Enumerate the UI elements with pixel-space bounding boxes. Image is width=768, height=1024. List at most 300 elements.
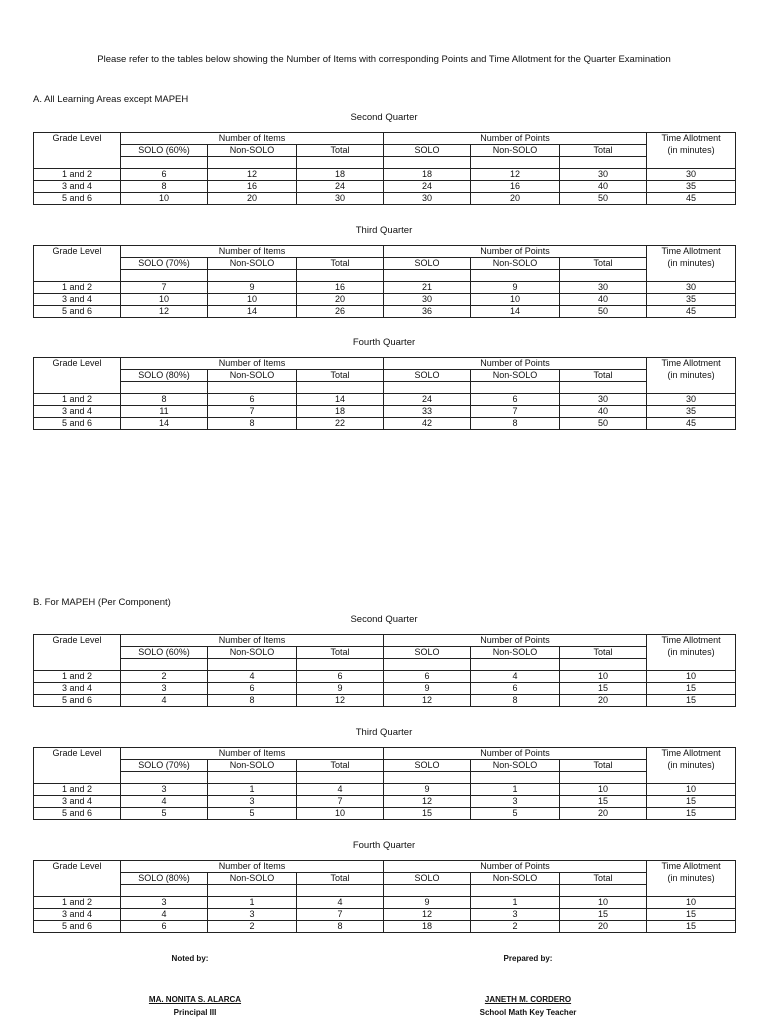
table-cell: 6 bbox=[121, 921, 208, 933]
blank-cell bbox=[560, 270, 647, 282]
table-cell: 10 bbox=[647, 784, 736, 796]
quarter-table bbox=[33, 357, 736, 430]
blank-cell bbox=[560, 382, 647, 394]
table-cell: 2 bbox=[121, 671, 208, 683]
table-blank-row bbox=[34, 772, 736, 784]
number-of-items-header: Number of Items bbox=[121, 861, 384, 873]
table-cell: 30 bbox=[384, 193, 471, 205]
table-cell: 3 bbox=[121, 683, 208, 695]
table-cell: 33 bbox=[384, 406, 471, 418]
blank-cell bbox=[384, 382, 471, 394]
table-cell: 20 bbox=[560, 695, 647, 707]
blank-cell bbox=[208, 382, 297, 394]
blank-cell bbox=[297, 885, 384, 897]
number-of-points-header: Number of Points bbox=[384, 133, 647, 145]
table-row bbox=[34, 181, 736, 193]
blank-cell bbox=[121, 270, 208, 282]
table-header-row bbox=[34, 246, 736, 258]
table-cell: 8 bbox=[297, 921, 384, 933]
table-cell: 3 bbox=[121, 784, 208, 796]
table-cell: 35 bbox=[647, 406, 736, 418]
table-cell: 10 bbox=[121, 193, 208, 205]
table-cell: 3 bbox=[208, 909, 297, 921]
total-items-header: Total bbox=[297, 258, 384, 270]
quarter-table bbox=[33, 747, 736, 820]
prepared-by-label: Prepared by: bbox=[503, 954, 553, 963]
prepared-by-title: School Math Key Teacher bbox=[479, 1008, 577, 1017]
table-cell: 18 bbox=[384, 921, 471, 933]
blank-cell bbox=[297, 157, 384, 169]
table-cell: 16 bbox=[297, 282, 384, 294]
table-cell: 3 bbox=[121, 897, 208, 909]
non-solo-header: Non-SOLO bbox=[208, 370, 297, 382]
table-cell: 15 bbox=[647, 683, 736, 695]
quarter-title: Second Quarter bbox=[350, 112, 418, 123]
table-blank-row bbox=[34, 157, 736, 169]
table-cell: 15 bbox=[647, 695, 736, 707]
table-cell: 15 bbox=[384, 808, 471, 820]
table-cell: 5 and 6 bbox=[34, 193, 121, 205]
number-of-points-header: Number of Points bbox=[384, 748, 647, 760]
table-blank-row bbox=[34, 382, 736, 394]
blank-cell bbox=[471, 382, 560, 394]
table-cell: 30 bbox=[647, 282, 736, 294]
blank-cell bbox=[121, 772, 208, 784]
table-cell: 20 bbox=[560, 921, 647, 933]
total-points-header: Total bbox=[560, 760, 647, 772]
time-allotment-header: Time Allotment bbox=[647, 748, 736, 760]
table-cell: 5 and 6 bbox=[34, 808, 121, 820]
table-cell: 30 bbox=[560, 169, 647, 181]
blank-cell bbox=[384, 659, 471, 671]
table-cell: 12 bbox=[384, 796, 471, 808]
blank-cell bbox=[34, 382, 121, 394]
table-header-row bbox=[34, 861, 736, 873]
table-cell: 11 bbox=[121, 406, 208, 418]
table-cell: 12 bbox=[384, 909, 471, 921]
blank-cell bbox=[208, 885, 297, 897]
table-cell: 6 bbox=[471, 394, 560, 406]
blank-cell bbox=[471, 659, 560, 671]
quarter-table bbox=[33, 634, 736, 707]
table-cell: 16 bbox=[471, 181, 560, 193]
in-minutes-header: (in minutes) bbox=[647, 647, 736, 659]
total-points-header: Total bbox=[560, 258, 647, 270]
table-cell: 1 and 2 bbox=[34, 169, 121, 181]
table-row bbox=[34, 796, 736, 808]
blank-cell bbox=[384, 157, 471, 169]
number-of-items-header: Number of Items bbox=[121, 246, 384, 258]
table-cell: 16 bbox=[208, 181, 297, 193]
in-minutes-header: (in minutes) bbox=[647, 873, 736, 885]
table-cell: 14 bbox=[297, 394, 384, 406]
blank-cell bbox=[471, 270, 560, 282]
total-points-header: Total bbox=[560, 647, 647, 659]
table-row bbox=[34, 683, 736, 695]
table-cell: 10 bbox=[647, 897, 736, 909]
table-row bbox=[34, 909, 736, 921]
time-allotment-header: Time Allotment bbox=[647, 246, 736, 258]
table-cell: 15 bbox=[560, 796, 647, 808]
noted-by-title: Principal III bbox=[173, 1008, 217, 1017]
table-cell: 6 bbox=[208, 394, 297, 406]
grade-level-header: Grade Level bbox=[34, 748, 121, 760]
blank-cell bbox=[384, 885, 471, 897]
quarter-table bbox=[33, 245, 736, 318]
table-cell: 12 bbox=[471, 169, 560, 181]
table-cell: 7 bbox=[121, 282, 208, 294]
table-cell: 5 and 6 bbox=[34, 921, 121, 933]
table-cell: 50 bbox=[560, 193, 647, 205]
table-cell: 1 bbox=[471, 897, 560, 909]
table-cell: 3 bbox=[208, 796, 297, 808]
grade-level-header-cont bbox=[34, 258, 121, 270]
table-subheader-row bbox=[34, 258, 736, 270]
table-cell: 50 bbox=[560, 418, 647, 430]
table-cell: 1 bbox=[208, 897, 297, 909]
noted-by-label: Noted by: bbox=[171, 954, 209, 963]
table-cell: 21 bbox=[384, 282, 471, 294]
table-cell: 5 and 6 bbox=[34, 418, 121, 430]
blank-cell bbox=[560, 157, 647, 169]
table-header-row bbox=[34, 635, 736, 647]
table-cell: 35 bbox=[647, 181, 736, 193]
table-cell: 5 bbox=[121, 808, 208, 820]
table-cell: 8 bbox=[208, 418, 297, 430]
table-cell: 20 bbox=[471, 193, 560, 205]
solo-percent-header: SOLO (80%) bbox=[121, 873, 208, 885]
table-cell: 15 bbox=[647, 796, 736, 808]
blank-cell bbox=[647, 382, 736, 394]
time-allotment-header: Time Allotment bbox=[647, 861, 736, 873]
table-cell: 6 bbox=[121, 169, 208, 181]
table-cell: 12 bbox=[121, 306, 208, 318]
table-cell: 3 and 4 bbox=[34, 909, 121, 921]
table-cell: 1 and 2 bbox=[34, 671, 121, 683]
blank-cell bbox=[471, 157, 560, 169]
non-solo-points-header: Non-SOLO bbox=[471, 370, 560, 382]
grade-level-header-cont bbox=[34, 647, 121, 659]
table-cell: 9 bbox=[471, 282, 560, 294]
section-b-label: B. For MAPEH (Per Component) bbox=[33, 597, 171, 608]
table-row bbox=[34, 671, 736, 683]
table-cell: 20 bbox=[297, 294, 384, 306]
noted-by-name: MA. NONITA S. ALARCA bbox=[148, 995, 242, 1004]
table-cell: 50 bbox=[560, 306, 647, 318]
table-cell: 4 bbox=[297, 897, 384, 909]
table-cell: 6 bbox=[297, 671, 384, 683]
table-cell: 7 bbox=[297, 909, 384, 921]
in-minutes-header: (in minutes) bbox=[647, 258, 736, 270]
quarter-title: Fourth Quarter bbox=[352, 840, 416, 851]
table-header-row bbox=[34, 133, 736, 145]
blank-cell bbox=[647, 885, 736, 897]
table-cell: 22 bbox=[297, 418, 384, 430]
table-cell: 1 bbox=[471, 784, 560, 796]
non-solo-header: Non-SOLO bbox=[208, 145, 297, 157]
table-cell: 20 bbox=[208, 193, 297, 205]
table-cell: 9 bbox=[208, 282, 297, 294]
table-subheader-row bbox=[34, 370, 736, 382]
quarter-title: Third Quarter bbox=[355, 727, 413, 738]
blank-cell bbox=[560, 659, 647, 671]
number-of-items-header: Number of Items bbox=[121, 748, 384, 760]
table-cell: 10 bbox=[471, 294, 560, 306]
table-cell: 7 bbox=[297, 796, 384, 808]
table-cell: 6 bbox=[471, 683, 560, 695]
table-cell: 10 bbox=[560, 897, 647, 909]
table-cell: 3 and 4 bbox=[34, 796, 121, 808]
intro-text: Please refer to the tables below showing the Number of Items with corresponding Points and Time Allotment for the Quarter Examination bbox=[97, 54, 671, 65]
table-row bbox=[34, 921, 736, 933]
grade-level-header-cont bbox=[34, 873, 121, 885]
table-header-row bbox=[34, 358, 736, 370]
blank-cell bbox=[121, 885, 208, 897]
table-cell: 45 bbox=[647, 418, 736, 430]
blank-cell bbox=[471, 885, 560, 897]
table-cell: 14 bbox=[121, 418, 208, 430]
time-allotment-header: Time Allotment bbox=[647, 635, 736, 647]
blank-cell bbox=[208, 157, 297, 169]
number-of-items-header: Number of Items bbox=[121, 358, 384, 370]
blank-cell bbox=[34, 772, 121, 784]
table-cell: 4 bbox=[121, 796, 208, 808]
section-a-label: A. All Learning Areas except MAPEH bbox=[33, 94, 189, 105]
quarter-title: Second Quarter bbox=[350, 614, 418, 625]
grade-level-header-cont bbox=[34, 760, 121, 772]
table-cell: 5 and 6 bbox=[34, 695, 121, 707]
blank-cell bbox=[34, 157, 121, 169]
time-allotment-header: Time Allotment bbox=[647, 133, 736, 145]
total-items-header: Total bbox=[297, 647, 384, 659]
blank-cell bbox=[384, 772, 471, 784]
table-cell: 15 bbox=[647, 909, 736, 921]
table-cell: 9 bbox=[384, 784, 471, 796]
table-cell: 1 and 2 bbox=[34, 897, 121, 909]
blank-cell bbox=[297, 382, 384, 394]
table-cell: 36 bbox=[384, 306, 471, 318]
total-items-header: Total bbox=[297, 760, 384, 772]
table-cell: 8 bbox=[471, 695, 560, 707]
solo-points-header: SOLO bbox=[384, 760, 471, 772]
blank-cell bbox=[647, 659, 736, 671]
table-cell: 14 bbox=[208, 306, 297, 318]
non-solo-points-header: Non-SOLO bbox=[471, 760, 560, 772]
table-subheader-row bbox=[34, 760, 736, 772]
table-row bbox=[34, 808, 736, 820]
table-row bbox=[34, 897, 736, 909]
table-cell: 45 bbox=[647, 306, 736, 318]
table-cell: 18 bbox=[384, 169, 471, 181]
solo-percent-header: SOLO (70%) bbox=[121, 760, 208, 772]
table-cell: 8 bbox=[208, 695, 297, 707]
quarter-title: Fourth Quarter bbox=[352, 337, 416, 348]
quarter-table bbox=[33, 860, 736, 933]
table-row bbox=[34, 695, 736, 707]
table-cell: 30 bbox=[297, 193, 384, 205]
table-cell: 9 bbox=[384, 683, 471, 695]
table-cell: 1 and 2 bbox=[34, 394, 121, 406]
number-of-items-header: Number of Items bbox=[121, 133, 384, 145]
table-cell: 8 bbox=[121, 394, 208, 406]
total-points-header: Total bbox=[560, 873, 647, 885]
table-cell: 30 bbox=[560, 394, 647, 406]
table-cell: 35 bbox=[647, 294, 736, 306]
table-subheader-row bbox=[34, 647, 736, 659]
table-cell: 3 bbox=[471, 796, 560, 808]
non-solo-header: Non-SOLO bbox=[208, 760, 297, 772]
table-cell: 15 bbox=[560, 683, 647, 695]
number-of-points-header: Number of Points bbox=[384, 358, 647, 370]
non-solo-points-header: Non-SOLO bbox=[471, 647, 560, 659]
blank-cell bbox=[647, 772, 736, 784]
table-cell: 3 and 4 bbox=[34, 406, 121, 418]
table-subheader-row bbox=[34, 873, 736, 885]
number-of-points-header: Number of Points bbox=[384, 246, 647, 258]
table-cell: 10 bbox=[208, 294, 297, 306]
table-cell: 1 and 2 bbox=[34, 784, 121, 796]
grade-level-header: Grade Level bbox=[34, 358, 121, 370]
table-row bbox=[34, 306, 736, 318]
table-cell: 5 and 6 bbox=[34, 306, 121, 318]
table-cell: 12 bbox=[384, 695, 471, 707]
table-cell: 15 bbox=[647, 808, 736, 820]
non-solo-header: Non-SOLO bbox=[208, 258, 297, 270]
blank-cell bbox=[121, 382, 208, 394]
table-cell: 18 bbox=[297, 406, 384, 418]
number-of-items-header: Number of Items bbox=[121, 635, 384, 647]
non-solo-points-header: Non-SOLO bbox=[471, 145, 560, 157]
table-cell: 40 bbox=[560, 406, 647, 418]
blank-cell bbox=[560, 772, 647, 784]
table-cell: 42 bbox=[384, 418, 471, 430]
blank-cell bbox=[34, 885, 121, 897]
table-cell: 5 bbox=[471, 808, 560, 820]
solo-points-header: SOLO bbox=[384, 145, 471, 157]
blank-cell bbox=[647, 157, 736, 169]
table-cell: 10 bbox=[297, 808, 384, 820]
table-cell: 10 bbox=[560, 784, 647, 796]
table-cell: 9 bbox=[384, 897, 471, 909]
table-cell: 8 bbox=[471, 418, 560, 430]
table-cell: 4 bbox=[121, 909, 208, 921]
table-cell: 24 bbox=[297, 181, 384, 193]
table-cell: 30 bbox=[560, 282, 647, 294]
table-cell: 4 bbox=[297, 784, 384, 796]
solo-percent-header: SOLO (70%) bbox=[121, 258, 208, 270]
table-row bbox=[34, 193, 736, 205]
non-solo-points-header: Non-SOLO bbox=[471, 258, 560, 270]
number-of-points-header: Number of Points bbox=[384, 635, 647, 647]
table-cell: 12 bbox=[208, 169, 297, 181]
solo-percent-header: SOLO (60%) bbox=[121, 145, 208, 157]
table-row bbox=[34, 406, 736, 418]
table-cell: 6 bbox=[208, 683, 297, 695]
blank-cell bbox=[297, 772, 384, 784]
table-cell: 7 bbox=[208, 406, 297, 418]
blank-cell bbox=[34, 270, 121, 282]
table-cell: 4 bbox=[471, 671, 560, 683]
table-cell: 14 bbox=[471, 306, 560, 318]
in-minutes-header: (in minutes) bbox=[647, 145, 736, 157]
table-row bbox=[34, 294, 736, 306]
in-minutes-header: (in minutes) bbox=[647, 760, 736, 772]
time-allotment-header: Time Allotment bbox=[647, 358, 736, 370]
table-cell: 2 bbox=[471, 921, 560, 933]
blank-cell bbox=[121, 659, 208, 671]
in-minutes-header: (in minutes) bbox=[647, 370, 736, 382]
blank-cell bbox=[121, 157, 208, 169]
table-cell: 3 and 4 bbox=[34, 683, 121, 695]
grade-level-header: Grade Level bbox=[34, 133, 121, 145]
table-cell: 2 bbox=[208, 921, 297, 933]
total-items-header: Total bbox=[297, 873, 384, 885]
total-points-header: Total bbox=[560, 145, 647, 157]
blank-cell bbox=[208, 659, 297, 671]
non-solo-header: Non-SOLO bbox=[208, 873, 297, 885]
total-items-header: Total bbox=[297, 145, 384, 157]
prepared-by-name: JANETH M. CORDERO bbox=[484, 995, 572, 1004]
grade-level-header-cont bbox=[34, 370, 121, 382]
table-cell: 7 bbox=[471, 406, 560, 418]
quarter-title: Third Quarter bbox=[355, 225, 413, 236]
solo-points-header: SOLO bbox=[384, 873, 471, 885]
table-cell: 4 bbox=[208, 671, 297, 683]
table-cell: 9 bbox=[297, 683, 384, 695]
blank-cell bbox=[384, 270, 471, 282]
table-cell: 18 bbox=[297, 169, 384, 181]
non-solo-header: Non-SOLO bbox=[208, 647, 297, 659]
table-cell: 15 bbox=[560, 909, 647, 921]
table-cell: 40 bbox=[560, 294, 647, 306]
table-subheader-row bbox=[34, 145, 736, 157]
table-cell: 30 bbox=[647, 394, 736, 406]
table-cell: 30 bbox=[647, 169, 736, 181]
grade-level-header: Grade Level bbox=[34, 246, 121, 258]
blank-cell bbox=[560, 885, 647, 897]
solo-points-header: SOLO bbox=[384, 258, 471, 270]
table-cell: 24 bbox=[384, 181, 471, 193]
table-cell: 40 bbox=[560, 181, 647, 193]
number-of-points-header: Number of Points bbox=[384, 861, 647, 873]
table-cell: 3 and 4 bbox=[34, 294, 121, 306]
table-cell: 3 bbox=[471, 909, 560, 921]
grade-level-header: Grade Level bbox=[34, 861, 121, 873]
table-cell: 24 bbox=[384, 394, 471, 406]
table-cell: 20 bbox=[560, 808, 647, 820]
table-row bbox=[34, 784, 736, 796]
table-cell: 10 bbox=[647, 671, 736, 683]
table-row bbox=[34, 394, 736, 406]
table-cell: 1 bbox=[208, 784, 297, 796]
table-cell: 10 bbox=[121, 294, 208, 306]
solo-points-header: SOLO bbox=[384, 370, 471, 382]
table-header-row bbox=[34, 748, 736, 760]
solo-percent-header: SOLO (60%) bbox=[121, 647, 208, 659]
blank-cell bbox=[34, 659, 121, 671]
blank-cell bbox=[471, 772, 560, 784]
table-cell: 1 and 2 bbox=[34, 282, 121, 294]
table-cell: 12 bbox=[297, 695, 384, 707]
grade-level-header: Grade Level bbox=[34, 635, 121, 647]
quarter-table bbox=[33, 132, 736, 205]
solo-percent-header: SOLO (80%) bbox=[121, 370, 208, 382]
table-row bbox=[34, 169, 736, 181]
table-cell: 45 bbox=[647, 193, 736, 205]
table-cell: 5 bbox=[208, 808, 297, 820]
table-cell: 26 bbox=[297, 306, 384, 318]
table-blank-row bbox=[34, 270, 736, 282]
